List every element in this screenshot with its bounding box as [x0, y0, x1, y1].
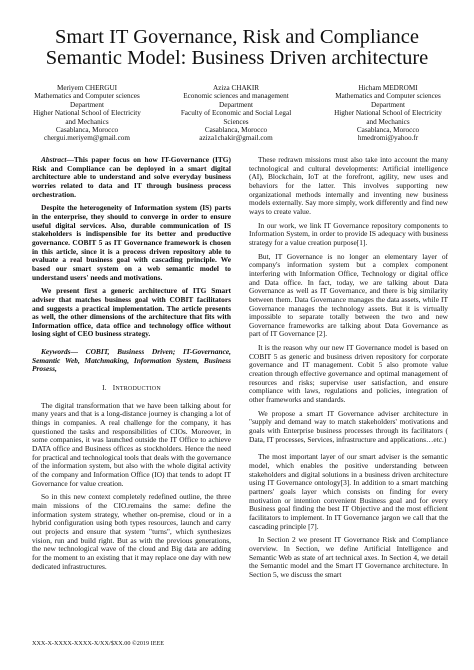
author-affiliation: Higher National School of Electricity [33, 109, 141, 118]
author-affiliation: Sciences [223, 117, 249, 126]
author-affiliation: Department [219, 100, 253, 109]
author-name: Hicham MEDROMI [358, 84, 418, 92]
author-block-1 [22, 84, 152, 143]
abstract-paragraph [32, 156, 231, 199]
author-block-2 [170, 84, 302, 143]
left-column [32, 156, 231, 571]
body-paragraph: In our work, we link IT Governance repository components to Information System, in order to provide IS adequacy with business strategy for a value creation purpose[1]. [249, 220, 448, 247]
section-title-rest: NTRODUCTION [115, 386, 161, 393]
title-line-1: Smart IT Governance, Risk and Compliance [55, 26, 419, 48]
author-affiliation: Higher National School of Electricity [334, 109, 442, 118]
right-column [249, 156, 448, 580]
abstract-label: Abstract [41, 155, 67, 164]
author-location: Casablanca, Morocco [204, 126, 268, 135]
paper-title [20, 27, 454, 69]
body-paragraph: But, IT Governance is no longer an elementary layer of company's information system but a complex component interfering with Information Office, Technology or digital office and Data office. In fact, today, we are talking about Data Governance as well as IT Governance, and there is big similarity between them. Data Governance manages the data assets, while IT Governance manages the technology assets. But it is virtually impossible to separate totally between the two and new Governance frameworks are talking about Data Governance as part of IT Governance [2]. [249, 251, 448, 339]
author-affiliation: and Mechanics [366, 117, 410, 126]
body-paragraph: These redrawn missions must also take into account the many technological and cultural developments: Artificial intelligence (AI), Blockchain, IoT at the forefront, agility, new uses and behaviors for the latter. This involves supporting new organizational methods internally and inventing new business models externally. Say more simply, work differently and find new ways to create value. [249, 155, 448, 216]
author-block-3 [322, 84, 454, 143]
author-affiliation: and Mechanics [65, 117, 109, 126]
abstract-text: —This paper focus on how IT-Governance (ITG) Risk and Compliance can be deployed in a smart digital architecture able to understand and solve everyday business worries related to data and IT through business process orchestration. [32, 155, 231, 199]
abstract [32, 156, 231, 339]
author-name: Meriyem CHERGUI [56, 84, 118, 92]
author-location: Casablanca, Morocco [356, 126, 420, 135]
abstract-paragraph: Despite the heterogeneity of Information system (IS) parts in the enterprise, they should to converge in order to ensure useful digital services. Also, durable communication of IS stakeholders is indispensible for its better and productive governance. COBIT 5 as IT Governance framework is chosen in this article, since it is a process driven repository able to evaluate a real business goal with cascading principle. We based our smart system on a web semantic model to understand users' needs and motivations. [32, 203, 231, 282]
section-number: I. [102, 384, 107, 393]
body-paragraph: So in this new context completely redefined outline, the three main missions of the CIO.remains the same: define the information system strategy, whether on-premise, cloud or in a hybrid configuration using both types resources, launch and carry out projects and ensure that system "turns", which synthesizes vision, run and build right. But as with the previous generations, the new technological wave of the cloud and Big data are adding for the moment to an existing that it may replace one day with new dedicated infrastructures. [32, 492, 231, 571]
copyright-footer: XXX-X-XXXX-XXXX-X/XX/$XX.00 ©2019 IEEE [32, 640, 165, 647]
author-affiliation: Faculty of Economic and Social Legal [180, 109, 292, 118]
body-paragraph: The digital transformation that we have been talking about for many years and that is a long-distance journey is changing a lot of things in companies. A real challenge for the company, it has questioned the tasks and responsibilities of CIOs. Moreover, in some companies, it was launched outside the IT Office to achieve DATA office and Business offices as stockholders. Hence the need for practical and technological tools that deals with the governance of the information system, but also with the whole digital activity of the company and Information Office (IO) that tends to adopt IT Governance for value creation. [32, 400, 231, 488]
section-title-initial: I [112, 384, 116, 393]
author-email: aziza1chakir@gmail.com [199, 134, 273, 143]
author-affiliation: Economic sciences and management [183, 92, 289, 101]
author-location: Casablanca, Morocco [55, 126, 119, 135]
body-paragraph: It is the reason why our new IT Governance model is based on COBIT 5 as generic and business driven repository for corporate governance and IT management. Cobit 5 also promote value creation through effective governance and optimal management of resources and risks; supervise user satisfaction, and ensure compliance with laws, regulations and policies, integration of other frameworks and standards. [249, 343, 448, 405]
author-affiliation: Department [371, 100, 405, 109]
author-name: Aziza CHAKIR [212, 84, 260, 92]
body-paragraph: In Section 2 we present IT Governance Risk and Compliance overview. In Section, we define Artificial Intelligence and Semantic Web as state of art technical axes. In Section 4, we detail the Semantic model and the Smart IT Governance architecture. In Section 5, we discuss the smart [249, 535, 448, 579]
title-line-2: Semantic Model: Business Driven architecture [45, 47, 429, 69]
section-heading [32, 384, 231, 394]
author-affiliation: Department [70, 100, 104, 109]
abstract-paragraph: We present first a generic architecture of ITG Smart adviser that matches business goal with COBIT facilitators and suggests a practical implementation. The article presents as well, the other dimensions of the architecture that fits with Information office, data office and technology office without losing sight of CEO business strategy. [32, 286, 231, 339]
author-email: chergui.meriyem@gmail.com [44, 134, 130, 143]
author-affiliation: Mathematics and Computer sciences [335, 92, 441, 101]
body-paragraph: We propose a smart IT Governance adviser architecture in "supply and demand way to match stakeholders' motivations and goals with Enterprise business processes through its facilitators ( Data, IT processes, Services, infrastructure and applications…etc.) [249, 408, 448, 444]
keywords-label: Keywords [41, 347, 71, 357]
body-paragraph: The most important layer of our smart adviser is the semantic model, which enables the positive understanding between stakeholders and digital solutions in a business driven architecture using IT Governance ontology[3]. In addition to a smart matching partners' goals layer which consists on finding for every motivation or intention convenient Business goal and for every Business goal finding the best IT Objective and the most efficient facilitators to implement. In IT Governance jargon we call that the cascading principle [7]. [249, 452, 448, 531]
keywords-text: — COBIT, Business Driven; IT-Governance, Semantic Web, Matchmaking, Information System, Business Prosess, [32, 347, 231, 374]
author-affiliation: Mathematics and Computer sciences [34, 92, 140, 101]
keywords [32, 348, 231, 374]
author-email: hmedromi@yahoo.fr [357, 134, 419, 143]
